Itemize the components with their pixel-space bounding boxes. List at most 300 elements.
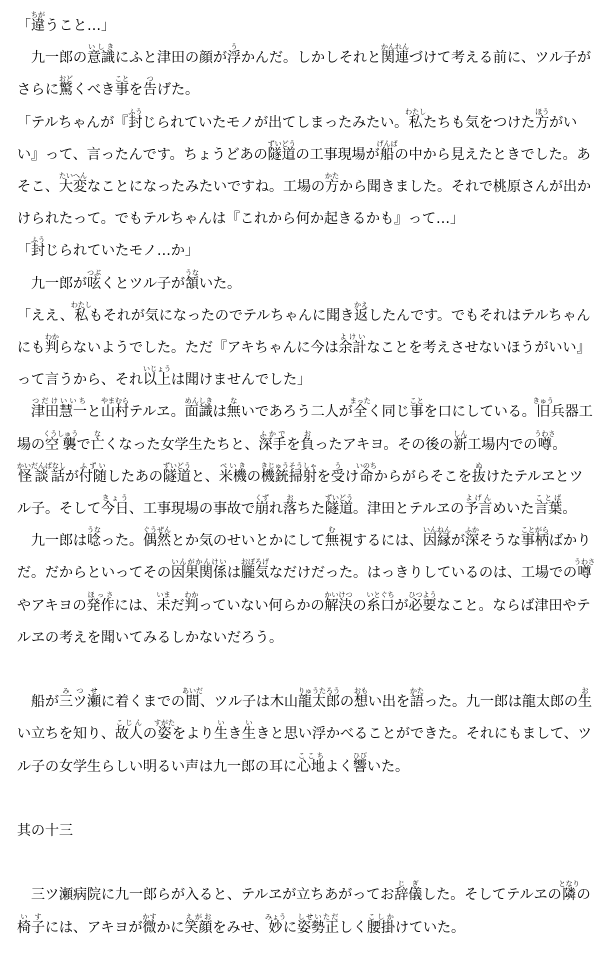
ruby-reading: わたし — [70, 300, 92, 309]
ruby-word — [143, 526, 171, 550]
ruby-base: 妙 — [265, 919, 287, 936]
text-run: った。九一郎は龍太郎の — [424, 694, 578, 711]
ruby-reading: たいへん — [59, 172, 87, 181]
ruby-base: 三ツ瀬 — [59, 694, 101, 711]
ruby-word — [325, 172, 339, 196]
text-run: が — [64, 468, 79, 485]
ruby-base: 新 — [453, 436, 468, 453]
text-run: を — [286, 436, 301, 453]
ruby-word — [297, 751, 325, 775]
ruby-reading: い — [242, 719, 256, 728]
text-run: を — [316, 468, 331, 485]
ruby-base: 返 — [354, 307, 369, 324]
text-run: ちた — [297, 501, 325, 518]
ruby-reading: う — [330, 461, 345, 470]
ruby-word — [59, 687, 101, 711]
text-run: とか気のせいとかにして — [171, 533, 325, 550]
ruby-base: 言葉 — [534, 501, 563, 518]
ruby-base: 故人 — [115, 726, 143, 743]
ruby-word — [87, 43, 115, 67]
ruby-base: 受 — [330, 468, 345, 485]
ruby-base: 私 — [405, 114, 427, 131]
ruby-base: 龍太郎 — [298, 694, 340, 711]
text-run: をより — [172, 726, 214, 743]
text-run: と — [87, 404, 101, 421]
ruby-reading: つだけいいち — [31, 397, 87, 406]
ruby-word — [353, 751, 367, 775]
ruby-word — [128, 107, 143, 131]
text-run: の — [143, 726, 157, 743]
paragraph — [17, 107, 595, 236]
ruby-reading: ずいどう — [325, 494, 353, 503]
ruby-base: 糸口 — [366, 597, 395, 614]
ruby-reading: い — [214, 719, 228, 728]
ruby-word — [465, 526, 479, 550]
text-run: 三ツ瀬病院に九一郎らが入ると、テルヱが立ちあがってお — [17, 887, 395, 904]
paragraph — [17, 686, 595, 783]
ruby-reading: つぶ — [87, 268, 101, 277]
ruby-word — [298, 687, 340, 711]
ruby-base: 関連 — [381, 50, 409, 67]
ruby-word — [90, 429, 105, 453]
text-run: には、アキヨが — [45, 919, 143, 936]
ruby-reading: みょう — [265, 912, 287, 921]
ruby-base: 驚 — [59, 82, 73, 99]
text-run: しく — [339, 919, 368, 936]
ruby-base: 余計 — [338, 340, 367, 357]
ruby-word — [184, 912, 213, 936]
text-run: 「 — [17, 243, 31, 260]
ruby-word — [574, 558, 595, 582]
text-run: なだけだった。はっきりしているのは、工場での — [269, 565, 577, 582]
ruby-base: 落 — [283, 501, 297, 518]
text-run: 。 — [562, 501, 577, 518]
ruby-reading: かんれん — [381, 43, 409, 52]
ruby-word — [70, 300, 92, 324]
ruby-reading: ふかで — [258, 429, 287, 438]
ruby-base: 意識 — [87, 50, 115, 67]
text-run: くなった女学生たちと、 — [104, 436, 259, 453]
ruby-reading: いしき — [87, 43, 115, 52]
ruby-word — [394, 880, 423, 904]
text-run: だ — [170, 597, 185, 614]
ruby-base: 旧 — [532, 404, 554, 421]
ruby-word — [453, 429, 468, 453]
ruby-word — [558, 880, 580, 904]
text-run: は聞けませんでした」 — [171, 372, 311, 389]
ruby-word — [325, 526, 339, 550]
ruby-base: 生 — [578, 694, 592, 711]
ruby-base: 生 — [242, 726, 256, 743]
text-run: 兵器工場の — [17, 404, 593, 453]
ruby-word — [366, 590, 395, 614]
ruby-base: 亡 — [90, 436, 105, 453]
ruby-word — [185, 268, 199, 292]
ruby-word — [471, 461, 486, 485]
ruby-reading: お — [300, 429, 315, 438]
ruby-word — [171, 558, 227, 582]
text-run: の — [340, 694, 354, 711]
ruby-reading: かた — [325, 172, 339, 181]
ruby-word — [464, 494, 493, 518]
text-run: いであろう二人が — [240, 404, 353, 421]
ruby-word — [330, 461, 345, 485]
ruby-word — [423, 526, 451, 550]
text-run: したあの — [106, 468, 163, 485]
ruby-reading: かえ — [354, 300, 369, 309]
paragraph — [17, 396, 595, 525]
ruby-base: 未 — [156, 597, 171, 614]
ruby-reading: くうしゅう — [43, 429, 79, 438]
text-run: の — [246, 468, 261, 485]
ruby-word — [59, 172, 87, 196]
ruby-reading: こと — [409, 397, 424, 406]
ruby-word — [255, 494, 269, 518]
text-run: けていた。 — [395, 919, 466, 936]
text-run: らないようでした。ただ『アキちゃんに今は — [59, 340, 339, 357]
ruby-reading: いんねん — [423, 526, 451, 535]
ruby-reading: こと — [115, 75, 129, 84]
ruby-base: 必要 — [408, 597, 437, 614]
ruby-base: 怪談話 — [17, 468, 66, 485]
ruby-word — [184, 590, 199, 614]
ruby-word — [87, 526, 101, 550]
text-run: やアキヨの — [17, 597, 87, 614]
text-run: をみせ、 — [212, 919, 269, 936]
text-run: は — [212, 404, 227, 421]
ruby-word — [45, 333, 59, 357]
ruby-word — [182, 687, 203, 711]
ruby-word — [408, 590, 437, 614]
text-run: げた。 — [157, 82, 199, 99]
ruby-base: 姿勢正 — [297, 919, 340, 936]
ruby-word — [17, 461, 66, 485]
text-run: 工場内での — [467, 436, 538, 453]
ruby-base: 空襲 — [43, 436, 79, 453]
text-run: づけて考える前に、ツル子がさらに — [17, 50, 591, 99]
ruby-reading: ほう — [535, 107, 550, 116]
ruby-reading: な — [90, 429, 105, 438]
ruby-reading: かた — [410, 687, 424, 696]
ruby-reading: む — [325, 526, 339, 535]
ruby-base: 椅子 — [17, 919, 45, 936]
text-run: を — [129, 82, 143, 99]
ruby-reading: りゅうたろう — [298, 687, 340, 696]
ruby-word — [242, 719, 256, 743]
text-run: 。 — [552, 436, 567, 453]
ruby-reading: きじゅうそうしゃ — [260, 461, 317, 470]
text-run: には、 — [114, 597, 157, 614]
paragraph — [17, 235, 595, 267]
text-run: うこと…」 — [45, 18, 115, 34]
ruby-base: 想 — [354, 694, 368, 711]
ruby-base: 解決 — [324, 597, 353, 614]
ruby-reading: かす — [142, 912, 157, 921]
text-run: からがらそこを — [373, 468, 472, 485]
ruby-reading: ぬ — [471, 461, 486, 470]
ruby-word — [265, 912, 287, 936]
blank-line — [17, 783, 595, 815]
ruby-word — [297, 912, 340, 936]
ruby-base: 噂 — [574, 565, 595, 582]
ruby-word — [226, 397, 241, 421]
ruby-base: 無 — [226, 404, 241, 421]
ruby-reading: ずいどう — [162, 461, 191, 470]
ruby-word — [367, 912, 396, 936]
ruby-base: 微 — [142, 919, 157, 936]
ruby-word — [31, 236, 45, 260]
ruby-word — [521, 526, 549, 550]
text-run: したんです。でもそれはテルちゃんにも — [17, 307, 591, 357]
ruby-reading: う — [227, 43, 241, 52]
text-run: 視するには、 — [339, 533, 423, 550]
text-run: かんだ。しかしそれと — [241, 50, 381, 67]
ruby-base: 違 — [31, 18, 45, 34]
ruby-word — [142, 912, 157, 936]
blank-line — [17, 654, 595, 686]
ruby-base: 間 — [182, 694, 203, 711]
ruby-base: 隧道 — [162, 468, 191, 485]
ruby-word — [354, 687, 368, 711]
text-run: がいい』って、言ったんです。ちょうどあの — [17, 114, 578, 163]
ruby-base: 命 — [355, 468, 377, 485]
ruby-reading: うな — [87, 526, 101, 535]
ruby-base: 朧気 — [241, 565, 269, 582]
text-run: けたテルヱとツル子。そして — [17, 468, 584, 518]
ruby-base: 抜 — [471, 468, 486, 485]
text-run: の — [352, 597, 367, 614]
text-run: テルヱ。 — [129, 404, 185, 421]
ruby-reading: やまむら — [101, 397, 129, 406]
ruby-word — [534, 429, 556, 453]
ruby-base: 浮 — [227, 50, 241, 67]
text-run: が — [451, 533, 465, 550]
text-run: が — [394, 597, 409, 614]
ruby-reading: わか — [184, 590, 199, 599]
ruby-base: 語 — [410, 694, 424, 711]
text-run: よく — [325, 758, 353, 775]
ruby-base: 腰掛 — [367, 919, 396, 936]
text-run: ばかりだ。だからといってその — [17, 533, 591, 582]
ruby-reading: げんば — [376, 139, 398, 148]
ruby-base: 方 — [325, 179, 339, 196]
ruby-base: 全 — [349, 404, 371, 421]
paragraph — [17, 300, 595, 397]
text-run: った。 — [101, 533, 143, 550]
ruby-reading: よげん — [464, 494, 493, 503]
ruby-base: 船 — [376, 146, 398, 163]
ruby-reading: わたし — [405, 107, 427, 116]
ruby-word — [101, 494, 129, 518]
ruby-base: 無 — [325, 533, 339, 550]
ruby-reading: ふか — [465, 526, 479, 535]
ruby-base: 方 — [535, 114, 550, 131]
ruby-reading: お — [578, 687, 592, 696]
ruby-base: 機銃掃射 — [260, 468, 317, 485]
text-run: 「テルちゃんが『 — [17, 114, 129, 131]
ruby-reading: わか — [45, 333, 59, 342]
ruby-word — [325, 494, 353, 518]
ruby-reading: くず — [255, 494, 269, 503]
ruby-reading: ずいどう — [267, 139, 296, 148]
ruby-reading: おど — [59, 75, 73, 84]
ruby-word — [227, 43, 241, 67]
ruby-reading: ほっさ — [86, 590, 115, 599]
ruby-word — [101, 397, 129, 421]
text-run: 「 — [17, 18, 31, 34]
ruby-word — [409, 397, 424, 421]
paragraph — [17, 525, 595, 654]
ruby-reading: しせいただ — [297, 912, 340, 921]
ruby-base: 津田慧一 — [31, 404, 87, 421]
ruby-word — [17, 912, 45, 936]
ruby-word — [87, 268, 101, 292]
ruby-reading: かいだんばなし — [17, 461, 66, 470]
ruby-base: 深 — [465, 533, 479, 550]
ruby-reading: こじん — [115, 719, 143, 728]
ruby-base: 姿 — [154, 726, 175, 743]
text-run: に — [283, 919, 298, 936]
ruby-word — [324, 590, 353, 614]
text-run: け — [344, 468, 359, 485]
ruby-base: 今日 — [101, 501, 129, 518]
ruby-word — [43, 429, 79, 453]
ruby-reading: べいき — [218, 461, 247, 470]
text-run: なことになったみたいですね。工場の — [87, 179, 325, 196]
paragraph — [17, 42, 595, 106]
ruby-base: 山村 — [101, 404, 129, 421]
ruby-reading: つ — [143, 75, 157, 84]
ruby-reading: ちが — [31, 11, 45, 19]
ruby-reading: ことがら — [521, 526, 549, 535]
ruby-base: 隣 — [558, 887, 580, 904]
ruby-reading: ことば — [534, 494, 563, 503]
ruby-word — [338, 333, 367, 357]
ruby-word — [354, 300, 369, 324]
text-run — [17, 404, 31, 420]
text-run: く同じ — [367, 404, 410, 421]
text-run: の — [576, 887, 591, 904]
ruby-reading: うな — [185, 268, 199, 277]
text-run: 九一郎が — [17, 275, 87, 292]
text-run: じられていたモノが出てしまったみたい。 — [142, 114, 409, 131]
ruby-base: 崩 — [255, 501, 269, 518]
ruby-base: 面識 — [184, 404, 213, 421]
ruby-reading: よけい — [338, 333, 367, 342]
text-run: 「ええ、 — [17, 307, 74, 324]
ruby-base: 笑顔 — [184, 919, 213, 936]
text-run: きと思い浮かべることができた。それにもまして、ツル子の女学生らしい明るい声は九一郎の耳に — [17, 726, 592, 775]
ruby-base: 事 — [409, 404, 424, 421]
ruby-reading: お — [283, 494, 297, 503]
text-run: した。そしてテルヱの — [422, 887, 562, 904]
ruby-reading: あいだ — [182, 687, 203, 696]
ruby-reading: まった — [349, 397, 371, 406]
text-run: そうな — [479, 533, 521, 550]
text-run: 。津田とテルヱの — [353, 501, 465, 518]
ruby-reading: ふう — [31, 236, 45, 245]
ruby-word — [267, 139, 296, 163]
text-run: れ — [269, 501, 283, 518]
ruby-reading: ひつよう — [408, 590, 437, 599]
ruby-base: 噂 — [534, 436, 556, 453]
ruby-base: 私 — [70, 307, 92, 324]
ruby-reading: えがお — [184, 912, 213, 921]
text-run: で — [76, 436, 91, 453]
ruby-word — [115, 75, 129, 99]
ruby-reading: いんがかんけい — [171, 558, 227, 567]
text-run: の工事現場が — [295, 146, 380, 163]
ruby-word — [300, 429, 315, 453]
text-run: かに — [156, 919, 185, 936]
ruby-word — [86, 590, 115, 614]
ruby-base: 大変 — [59, 179, 87, 196]
text-run: に着くまでの — [101, 694, 185, 711]
ruby-word — [405, 107, 427, 131]
ruby-base: 判 — [45, 340, 59, 357]
ruby-word — [218, 461, 247, 485]
ruby-base: 隧道 — [267, 146, 296, 163]
text-run: い立ちを知り、 — [17, 726, 115, 743]
text-run: 九一郎の — [17, 50, 87, 67]
text-run: っていない何らかの — [198, 597, 325, 614]
ruby-reading: みつせ — [59, 687, 101, 696]
ruby-word — [355, 461, 377, 485]
ruby-word — [31, 397, 87, 421]
ruby-word — [154, 719, 175, 743]
ruby-base: 発作 — [86, 597, 115, 614]
ruby-base: 心地 — [297, 758, 325, 775]
ruby-word — [78, 461, 107, 485]
ruby-reading: おぼろげ — [241, 558, 269, 567]
paragraph — [17, 879, 595, 943]
text-run: たちも気をつけた — [423, 114, 536, 131]
text-run: ったアキヨ。その後の — [314, 436, 454, 453]
ruby-word — [578, 687, 592, 711]
ruby-word — [143, 365, 171, 389]
ruby-base: 封 — [128, 114, 143, 131]
ruby-reading: いとぐち — [366, 590, 395, 599]
ruby-reading: ひび — [353, 751, 367, 760]
ruby-base: 響 — [353, 758, 367, 775]
ruby-word — [381, 43, 409, 67]
text-run: 船が — [17, 694, 59, 711]
text-run: は — [227, 565, 241, 582]
paragraph — [17, 268, 595, 300]
text-run: もそれが気になったのでテルちゃんに聞き — [88, 307, 355, 324]
ruby-base: 以上 — [143, 372, 171, 389]
ruby-reading: いじょう — [143, 365, 171, 374]
ruby-word — [31, 11, 45, 34]
ruby-reading: ふう — [128, 107, 143, 116]
text-run: い出を — [368, 694, 410, 711]
text-run: なことを考えさせないほうがいい』って言うから、それ — [17, 340, 591, 389]
ruby-base: 事 — [115, 82, 129, 99]
ruby-reading: ふずい — [78, 461, 107, 470]
ruby-base: 告 — [143, 82, 157, 99]
ruby-base: 判 — [184, 597, 199, 614]
ruby-word — [143, 75, 157, 99]
ruby-reading: しん — [453, 429, 468, 438]
text-run: めいた — [492, 501, 535, 518]
ruby-word — [184, 397, 213, 421]
chapter-heading — [17, 815, 595, 847]
ruby-reading: きゅう — [532, 397, 554, 406]
ruby-base: 付随 — [78, 468, 107, 485]
ruby-reading: きょう — [101, 494, 129, 503]
ruby-base: 事柄 — [521, 533, 549, 550]
ruby-reading: となり — [558, 880, 580, 889]
